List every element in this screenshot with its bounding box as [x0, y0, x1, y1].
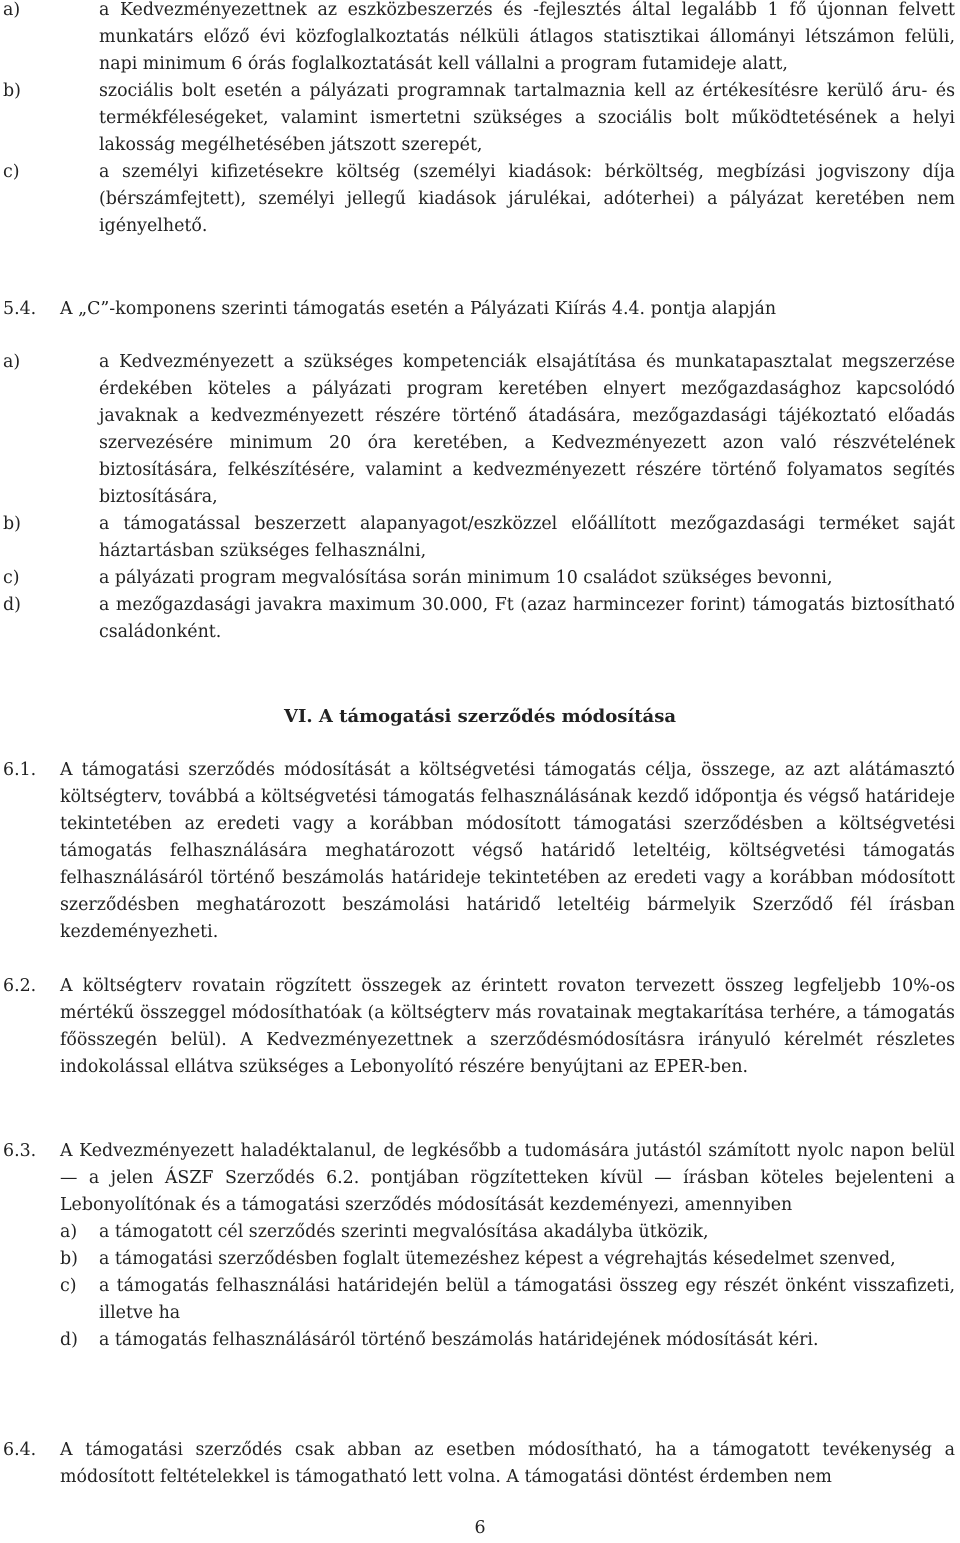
list-item — [3, 159, 955, 240]
list-item-text: a személyi kifizetésekre költség (személyi kiadások: bérköltség, megbízási jogviszony díja (bérszámfejtett), személyi jellegű kiadások járulékai, adóterhei) a pályázat keretében nem igényelhető. — [99, 162, 955, 236]
list-item — [3, 349, 955, 511]
section-title: A „C”-komponens szerinti támogatás esetén a Pályázati Kiírás 4.4. pontja alapján — [60, 299, 777, 319]
paragraph-text: A támogatási szerződés csak abban az esetben módosítható, ha a támogatott tevékenység a módosított feltételekkel is támogatható lett volna. A támogatási döntést érdemben nem — [60, 1440, 955, 1487]
list-item-label: b) — [3, 81, 21, 101]
list-item-label: a) — [3, 352, 21, 372]
numbered-paragraph — [3, 757, 955, 946]
list-item-text: a támogatás felhasználási határidején belül a támogatási összeg egy részét önként visszafizeti, illetve ha — [99, 1276, 955, 1323]
list-item-label: c) — [3, 162, 20, 182]
list-item-label: b) — [3, 514, 21, 534]
section-5-4 — [3, 296, 955, 323]
paragraph-text: A Kedvezményezett haladéktalanul, de legkésőbb a tudomására jutástól számított nyolc napon belül — a jelen ÁSZF Szerződés 6.2. pontjában rögzítetteken kívül — írásban köteles bejelenteni a Lebonyolítónak és a támogatási szerződés módosítását kezdeményezi, amennyiben — [60, 1141, 955, 1215]
paragraph-6-2 — [3, 973, 955, 1081]
list-item — [3, 1327, 955, 1354]
list-item-label: b) — [60, 1249, 78, 1269]
paragraph-text: A költségterv rovatain rögzített összegek az érintett rovaton tervezett összeg legfeljebb 10%-os mértékű összeggel módosíthatóak (a költségterv más rovatainak megtakarítása terhére, a támogatás főösszegén belül). A Kedvezményezettnek a szerződésmódosításra irányuló kérelmét részletes indokolással ellátva szükséges a Lebonyolító részére benyújtani az EPER-ben. — [60, 976, 955, 1077]
list-item-text: a Kedvezményezett a szükséges kompetenciák elsajátítása és munkatapasztalat megszerzése érdekében köteles a pályázati program keretében elnyert mezőgazdasághoz kapcsolódó javaknak a kedvezményezett részére történő átadására, mezőgazdasági tájékoztató előadás szervezésére minimum 20 óra keretében, a Kedvezményezett azon való részvételének biztosítására, felkészítésére, valamint a kedvezményezett részére történő folyamatos segítés biztosítására, — [99, 352, 955, 507]
list-item — [3, 0, 955, 78]
list-item — [3, 511, 955, 565]
page-number: 6 — [474, 1518, 486, 1538]
list-item-text: a mezőgazdasági javakra maximum 30.000, Ft (azaz harmincezer forint) támogatás biztosítható családonként. — [99, 595, 955, 642]
numbered-paragraph — [3, 1437, 955, 1491]
list-item-text: a támogatás felhasználásáról történő beszámolás határidejének módosítását kéri. — [99, 1330, 819, 1350]
section-number: 5.4. — [3, 299, 37, 319]
paragraph-number: 6.2. — [3, 976, 37, 996]
list-item-text: szociális bolt esetén a pályázati programnak tartalmaznia kell az értékesítésre kerülő áru- és termékféleségeket, valamint ismertetni szükséges a szociális bolt működtetésének a helyi lakosság megélhetésében játszott szerepét, — [99, 81, 955, 155]
list-item — [3, 1219, 955, 1246]
list-item-label: a) — [60, 1222, 78, 1242]
list-item — [3, 78, 955, 159]
list-item-text: a pályázati program megvalósítása során minimum 10 családot szükséges bevonni, — [99, 568, 833, 588]
list-item — [3, 1273, 955, 1327]
list-item-text: a támogatási szerződésben foglalt ütemezéshez képest a végrehajtás késedelmet szenved, — [99, 1249, 896, 1269]
paragraph-6-4 — [3, 1437, 955, 1491]
list-item-text: a Kedvezményezettnek az eszközbeszerzés és -fejlesztés által legalább 1 fő újonnan felvett munkatárs előző évi közfoglalkoztatás nélküli átlagos statisztikai állományi létszámon felüli, napi minimum 6 órás foglalkoztatását kell vállalni a program futamideje alatt, — [99, 0, 955, 74]
list-item-label: c) — [60, 1276, 77, 1296]
paragraph-text: A támogatási szerződés módosítását a költségvetési támogatás célja, összege, az azt alátámasztó költségterv, továbbá a költségvetési támogatás felhasználásának kezdő időpontja és végső határideje tekintetében az eredeti vagy a korábban módosított támogatási szerződésben a költségvetési támogatás felhasználására meghatározott végső határidő leteltéig, költségvetési támogatás felhasználásáról történő beszámolás határideje tekintetében az eredeti vagy a korábban módosított szerződésben meghatározott beszámolási határidő leteltéig bármelyik Szerződő fél írásban kezdeményezheti. — [60, 760, 955, 942]
list-item-label: d) — [60, 1330, 78, 1350]
list-item — [3, 1246, 955, 1273]
list-block-2 — [3, 349, 955, 646]
paragraph-number: 6.4. — [3, 1440, 37, 1460]
list-item — [3, 592, 955, 646]
list-item-text: a támogatott cél szerződés szerinti megvalósítása akadályba ütközik, — [99, 1222, 709, 1242]
section-heading — [3, 296, 955, 323]
list-item-label: d) — [3, 595, 21, 615]
list-block-1 — [3, 0, 955, 240]
list-item — [3, 565, 955, 592]
paragraph-number: 6.3. — [3, 1141, 37, 1161]
numbered-paragraph — [3, 973, 955, 1081]
chapter-title: VI. A támogatási szerződés módosítása — [284, 706, 676, 727]
paragraph-number: 6.1. — [3, 760, 37, 780]
paragraph-6-3 — [3, 1138, 955, 1354]
numbered-paragraph — [3, 1138, 955, 1219]
paragraph-6-1 — [3, 757, 955, 946]
list-item-text: a támogatással beszerzett alapanyagot/eszközzel előállított mezőgazdasági terméket saját háztartásban szükséges felhasználni, — [99, 514, 955, 561]
list-item-label: a) — [3, 0, 21, 20]
list-item-label: c) — [3, 568, 20, 588]
